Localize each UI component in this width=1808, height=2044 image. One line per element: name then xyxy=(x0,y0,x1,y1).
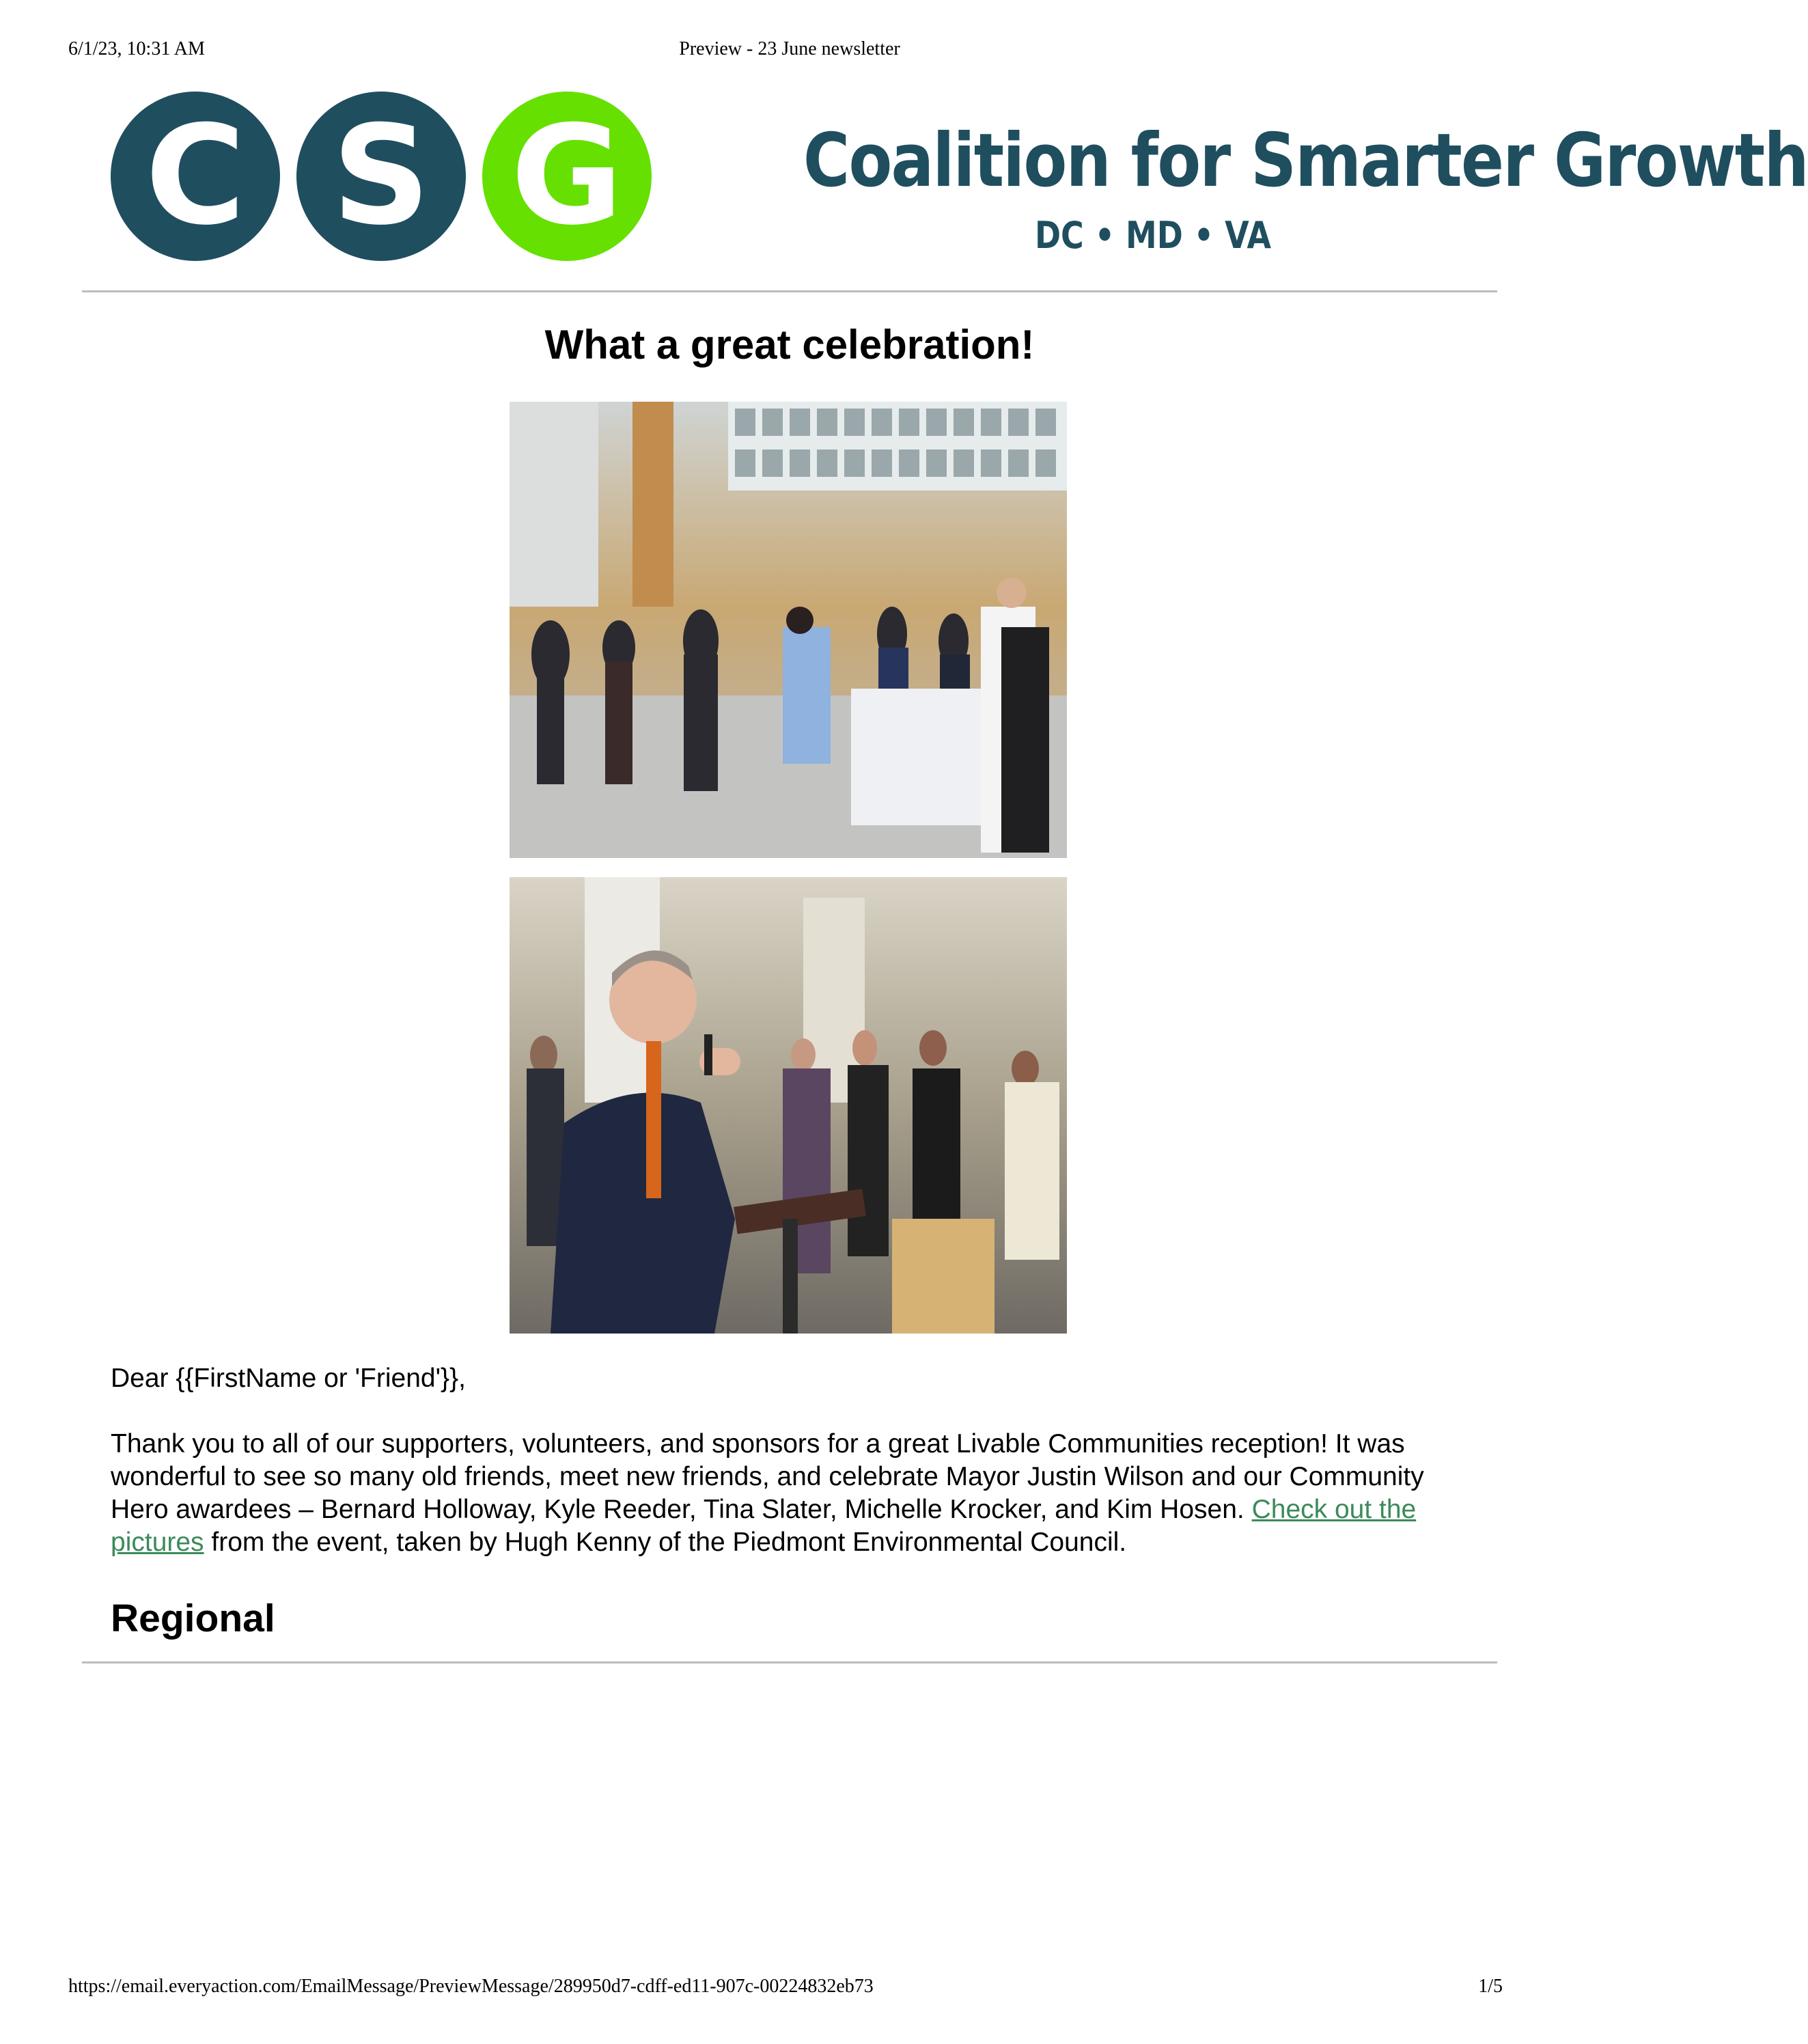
intro-paragraph xyxy=(111,1428,1470,1559)
print-url: https://email.everyaction.com/EmailMessage/PreviewMessage/289950d7-cdff-ed11-907c-00224832eb73 xyxy=(68,1976,874,1997)
section-divider xyxy=(82,1661,1497,1663)
check-out-pictures-link[interactable]: Check out the pictures xyxy=(111,1495,1417,1557)
print-doc-title: Preview - 23 June newsletter xyxy=(679,38,900,59)
print-footer xyxy=(0,1976,1579,2003)
paragraph-text-before-link: Thank you to all of our supporters, volunteers, and sponsors for a great Livable Communities reception! It was wonderful to see so many old friends, meet new friends, and celebrate Mayor Justin Wilson and our Community Hero awardees – Bernard Holloway, Kyle Reeder, Tina Slater, Michelle Krocker, and Kim Hosen. xyxy=(111,1429,1424,1524)
greeting: Dear {{FirstName or 'Friend'}}, xyxy=(111,1364,466,1393)
org-name: Coalition for Smarter Growth xyxy=(803,118,1808,204)
newsletter-headline: What a great celebration! xyxy=(544,322,1035,368)
print-datetime: 6/1/23, 10:31 AM xyxy=(68,38,205,59)
csg-logo[interactable] xyxy=(111,92,1808,262)
print-header xyxy=(0,38,1579,66)
logo-circle-s: S xyxy=(296,92,466,261)
page-number: 1/5 xyxy=(1478,1976,1503,1997)
logo-circle-c: C xyxy=(111,92,280,261)
org-region: DC • MD • VA xyxy=(1034,214,1272,257)
reception-crowd-image xyxy=(510,402,1067,858)
mayor-speaking-image xyxy=(510,877,1067,1334)
section-heading-regional: Regional xyxy=(111,1597,275,1640)
reception-crowd-photo xyxy=(510,402,1067,858)
paragraph-text-after-link: from the event, taken by Hugh Kenny of the Piedmont Environmental Council. xyxy=(204,1528,1127,1557)
mayor-speaking-photo xyxy=(510,877,1067,1334)
logo-circle-g: G xyxy=(482,92,652,261)
header-divider xyxy=(82,290,1497,292)
